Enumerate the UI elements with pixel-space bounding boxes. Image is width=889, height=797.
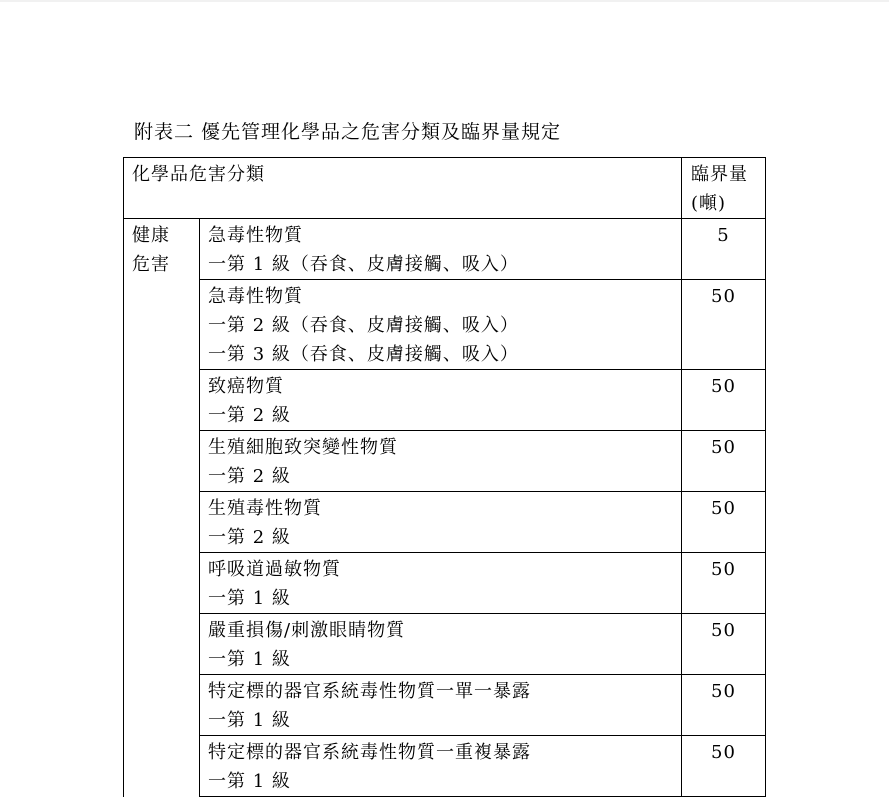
- threshold-value: 50: [711, 498, 736, 519]
- table-row: [124, 492, 766, 553]
- table-row: [124, 675, 766, 736]
- hazard-category: 一第 1 級（吞食、皮膚接觸、吸入）: [208, 254, 519, 275]
- threshold-value: 50: [711, 286, 736, 307]
- hazard-description-cell: [200, 736, 682, 797]
- table-row: [124, 370, 766, 431]
- hazard-description-cell: [200, 675, 682, 736]
- group-label: 健康: [132, 225, 170, 246]
- hazard-category: 一第 2 級: [208, 405, 291, 426]
- hazard-description-cell: [200, 492, 682, 553]
- threshold-value: 5: [717, 225, 730, 246]
- hazard-name: 生殖細胞致突變性物質: [208, 437, 398, 458]
- table-row: [124, 280, 766, 370]
- threshold-value: 50: [711, 742, 736, 763]
- page-top-edge: [0, 0, 889, 2]
- hazard-category: 一第 2 級（吞食、皮膚接觸、吸入）: [208, 315, 519, 336]
- hazard-description-cell: [200, 431, 682, 492]
- header-classification-label: 化學品危害分類: [132, 164, 265, 185]
- header-threshold-unit: (噸): [691, 193, 727, 214]
- hazard-category: 一第 2 級: [208, 527, 291, 548]
- table-row: [124, 219, 766, 280]
- hazard-description-cell: [200, 370, 682, 431]
- threshold-cell: [682, 736, 766, 797]
- hazard-name: 生殖毒性物質: [208, 498, 322, 519]
- threshold-cell: [682, 219, 766, 280]
- hazard-name: 致癌物質: [208, 376, 284, 397]
- hazard-name: 急毒性物質: [208, 225, 303, 246]
- header-threshold: [682, 158, 766, 219]
- hazard-name: 特定標的器官系統毒性物質一重複暴露: [208, 742, 531, 763]
- threshold-cell: [682, 675, 766, 736]
- hazard-name: 急毒性物質: [208, 286, 303, 307]
- hazard-name: 呼吸道過敏物質: [208, 559, 341, 580]
- header-row: [124, 158, 766, 219]
- group-cell: [124, 219, 200, 797]
- table-row: [124, 553, 766, 614]
- threshold-cell: [682, 614, 766, 675]
- hazard-category: 一第 2 級: [208, 466, 291, 487]
- hazard-description-cell: [200, 614, 682, 675]
- hazard-category: 一第 1 級: [208, 771, 291, 792]
- table-row: [124, 431, 766, 492]
- table-body: [124, 158, 766, 797]
- hazard-category: 一第 1 級: [208, 588, 291, 609]
- hazard-description-cell: [200, 280, 682, 370]
- threshold-value: 50: [711, 437, 736, 458]
- threshold-cell: [682, 280, 766, 370]
- hazard-category: 一第 1 級: [208, 649, 291, 670]
- hazard-name: 嚴重損傷/刺激眼睛物質: [208, 620, 406, 641]
- hazard-category: 一第 1 級: [208, 710, 291, 731]
- group-label: 危害: [132, 254, 170, 275]
- threshold-value: 50: [711, 681, 736, 702]
- header-threshold-label: 臨界量: [691, 164, 748, 185]
- hazard-description-cell: [200, 553, 682, 614]
- threshold-cell: [682, 431, 766, 492]
- hazard-name: 特定標的器官系統毒性物質一單一暴露: [208, 681, 531, 702]
- threshold-value: 50: [711, 620, 736, 641]
- document-title: 附表二 優先管理化學品之危害分類及臨界量規定: [134, 121, 562, 143]
- threshold-value: 50: [711, 376, 736, 397]
- hazard-threshold-table: [123, 157, 766, 797]
- table-row: [124, 614, 766, 675]
- hazard-category: 一第 3 級（吞食、皮膚接觸、吸入）: [208, 344, 519, 365]
- header-classification: [124, 158, 682, 219]
- hazard-description-cell: [200, 219, 682, 280]
- threshold-value: 50: [711, 559, 736, 580]
- table-row: [124, 736, 766, 797]
- threshold-cell: [682, 492, 766, 553]
- threshold-cell: [682, 553, 766, 614]
- threshold-cell: [682, 370, 766, 431]
